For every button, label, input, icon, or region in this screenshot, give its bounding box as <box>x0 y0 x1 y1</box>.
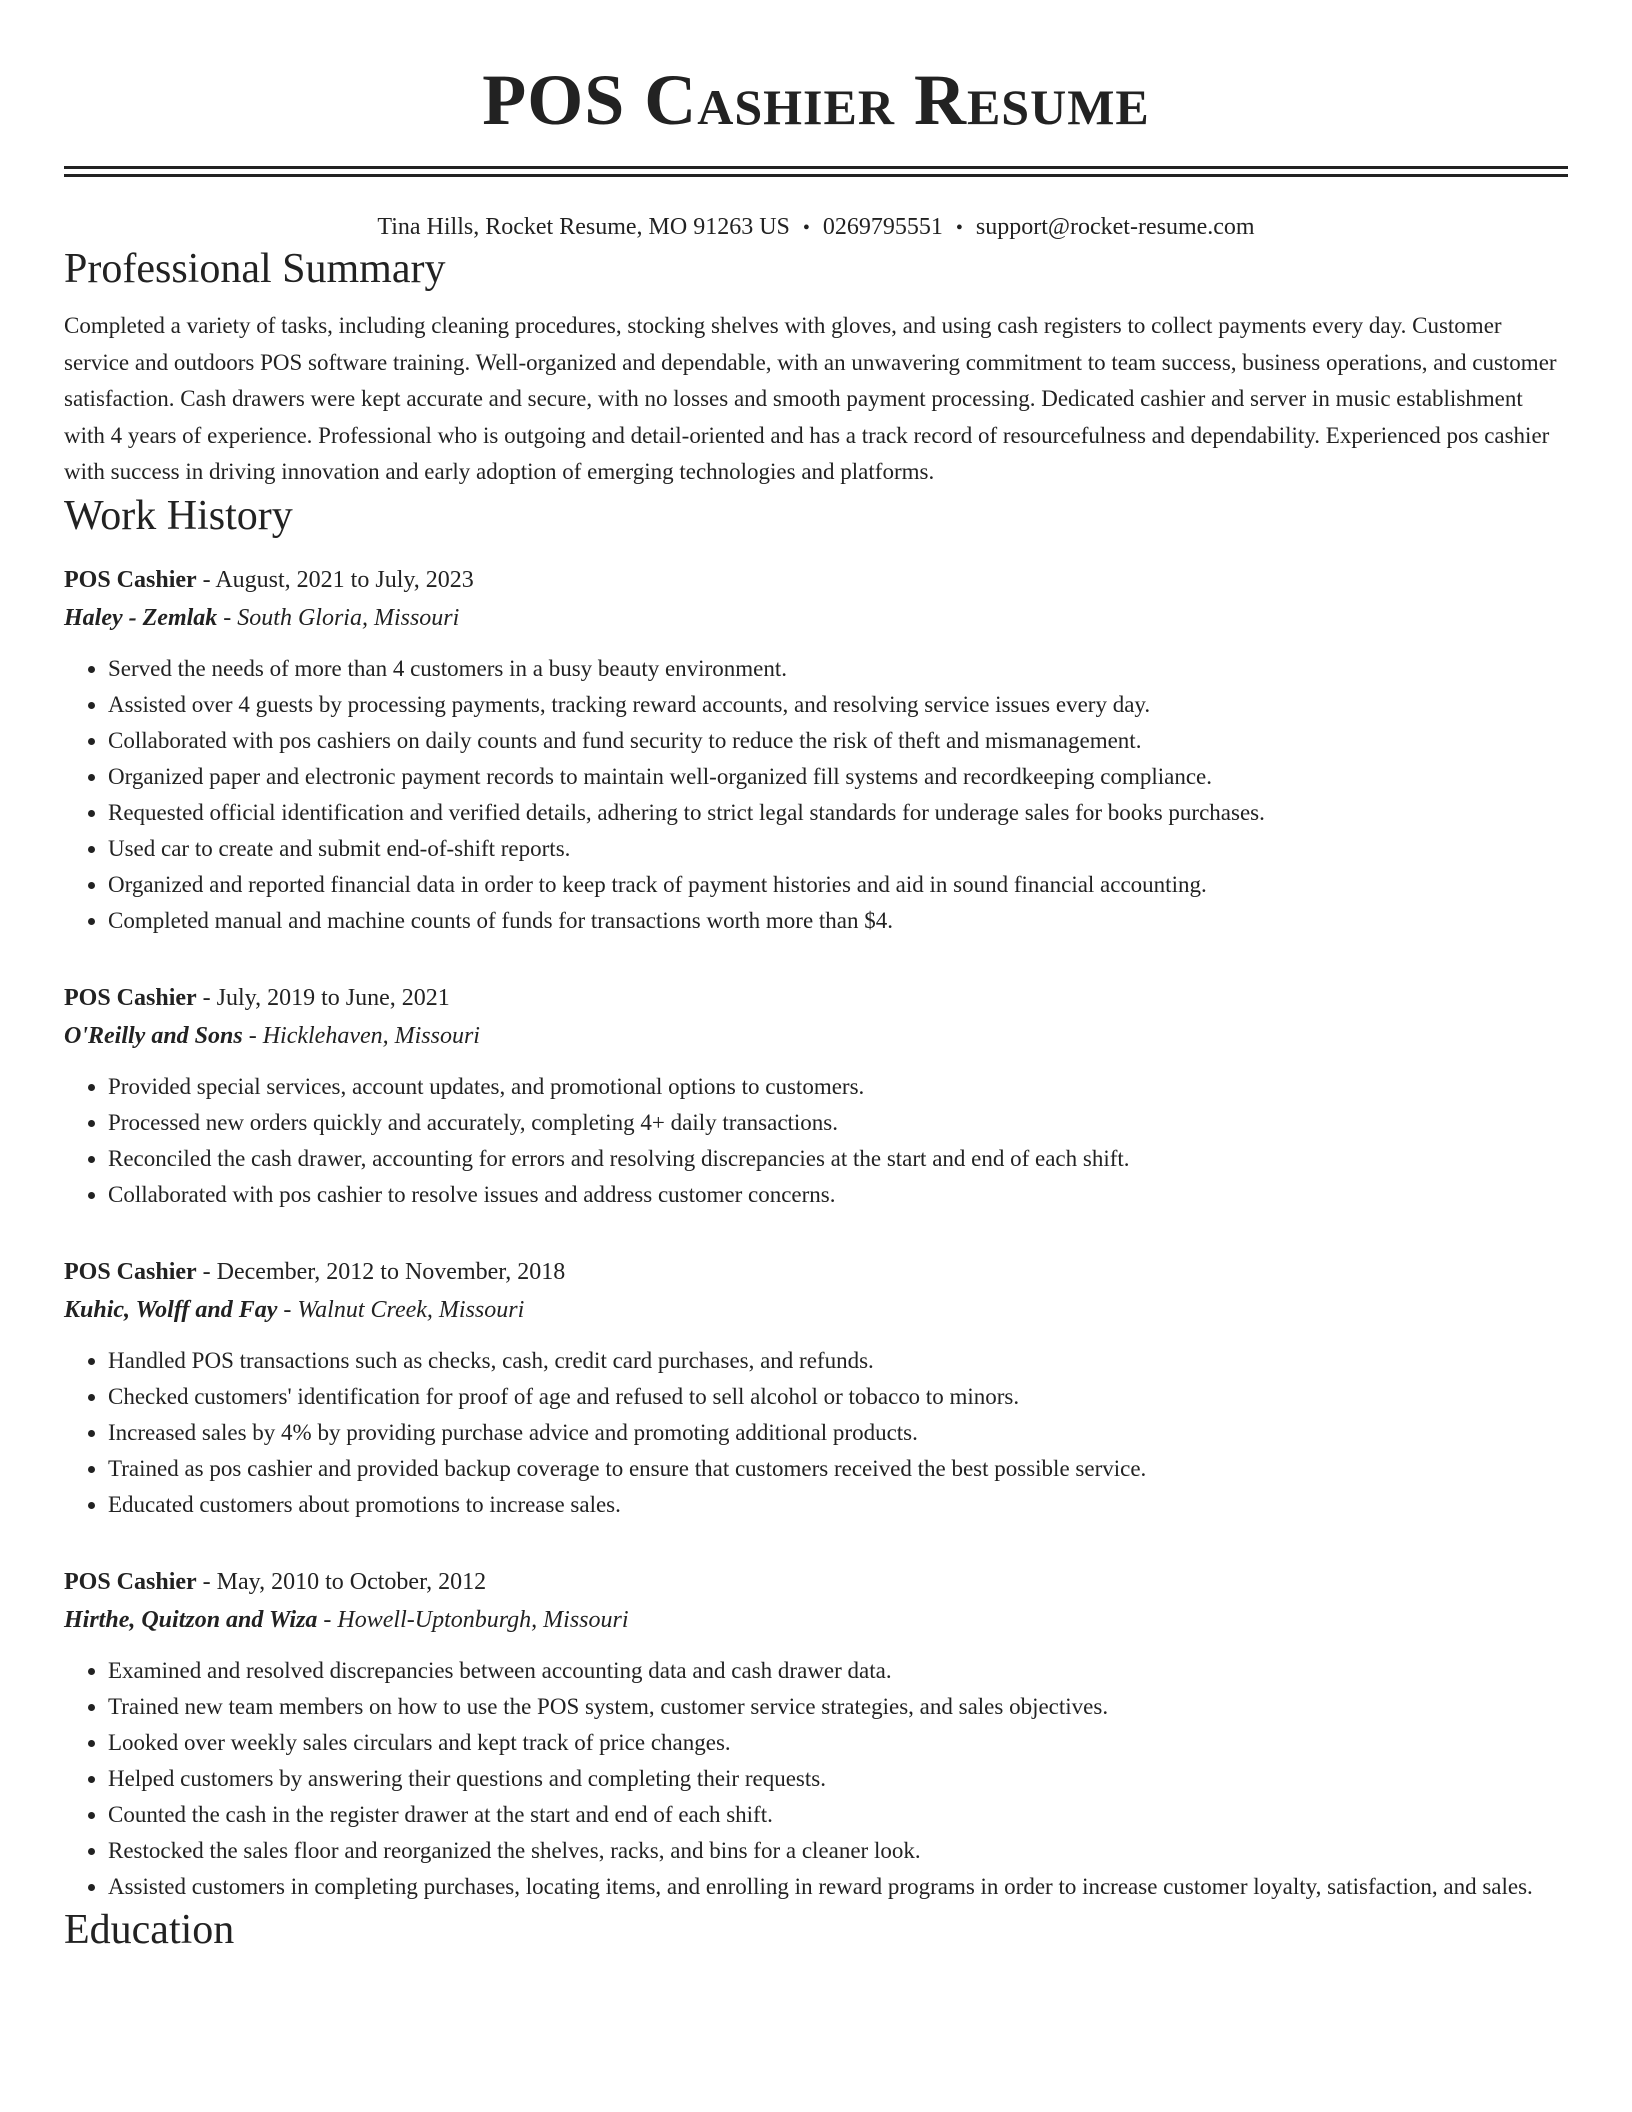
duty-item: • Collaborated with pos cashier to resolve issues and address customer concerns. <box>108 1177 1568 1213</box>
job-entry <box>64 561 1568 939</box>
job-entry <box>64 1563 1568 1905</box>
job-duties-list <box>64 1653 1568 1905</box>
job-title-line <box>64 561 1568 599</box>
job-entry <box>64 1253 1568 1523</box>
job-duties-list <box>64 651 1568 939</box>
contact-phone: 0269795551 <box>822 214 943 240</box>
job-title-line <box>64 979 1568 1017</box>
contact-address: Tina Hills, Rocket Resume, MO 91263 US <box>377 214 790 240</box>
duty-item: • Completed manual and machine counts of funds for transactions worth more than $4. <box>108 903 1568 939</box>
duty-item: • Educated customers about promotions to increase sales. <box>108 1487 1568 1523</box>
duty-item: • Restocked the sales floor and reorganized the shelves, racks, and bins for a cleaner look. <box>108 1833 1568 1869</box>
job-title-line <box>64 1253 1568 1291</box>
job-company-line <box>64 1017 1568 1055</box>
job-location: - Hicklehaven, Missouri <box>242 1022 480 1049</box>
job-location: - Howell-Uptonburgh, Missouri <box>317 1606 629 1633</box>
job-company-line <box>64 1291 1568 1329</box>
summary-heading: Professional Summary <box>64 246 446 292</box>
duty-item: • Processed new orders quickly and accurately, completing 4+ daily transactions. <box>108 1105 1568 1141</box>
duty-item: • Assisted customers in completing purchases, locating items, and enrolling in reward programs in order to increase customer loyalty, satisfaction, and sales. <box>108 1869 1568 1905</box>
job-location: - South Gloria, Missouri <box>217 604 460 631</box>
duty-item: • Assisted over 4 guests by processing payments, tracking reward accounts, and resolving service issues every day. <box>108 687 1568 723</box>
job-company-line <box>64 599 1568 637</box>
job-company: O'Reilly and Sons <box>64 1022 243 1049</box>
job-company: Haley - Zemlak <box>64 604 218 631</box>
resume-page <box>64 0 1568 1955</box>
duty-item: • Trained as pos cashier and provided backup coverage to ensure that customers received the best possible service. <box>108 1451 1568 1487</box>
duty-item: • Served the needs of more than 4 customers in a busy beauty environment. <box>108 651 1568 687</box>
duty-item: • Organized and reported financial data in order to keep track of payment histories and aid in sound financial accounting. <box>108 867 1568 903</box>
duty-item: • Handled POS transactions such as checks, cash, credit card purchases, and refunds. <box>108 1343 1568 1379</box>
education-heading: Education <box>64 1906 235 1953</box>
job-dates: - December, 2012 to November, 2018 <box>196 1258 566 1285</box>
bullet-separator: • <box>955 217 963 239</box>
duty-item: • Organized paper and electronic payment records to maintain well-organized fill systems and recordkeeping compliance. <box>108 759 1568 795</box>
duty-item: • Looked over weekly sales circulars and kept track of price changes. <box>108 1725 1568 1761</box>
job-company: Kuhic, Wolff and Fay <box>64 1296 278 1323</box>
contact-email: support@rocket-resume.com <box>975 214 1255 240</box>
job-dates: - July, 2019 to June, 2021 <box>196 984 450 1011</box>
job-dates: - May, 2010 to October, 2012 <box>196 1568 487 1595</box>
job-title: POS Cashier <box>64 1258 197 1285</box>
job-duties-list <box>64 1343 1568 1523</box>
duty-item: • Provided special services, account updates, and promotional options to customers. <box>108 1069 1568 1105</box>
job-company-line <box>64 1601 1568 1639</box>
job-title: POS Cashier <box>64 1568 197 1595</box>
duty-item: • Collaborated with pos cashiers on daily counts and fund security to reduce the risk of theft and mismanagement. <box>108 723 1568 759</box>
duty-item: • Reconciled the cash drawer, accounting for errors and resolving discrepancies at the start and end of each shift. <box>108 1141 1568 1177</box>
job-title: POS Cashier <box>64 984 197 1011</box>
duty-item: • Used car to create and submit end-of-shift reports. <box>108 831 1568 867</box>
job-location: - Walnut Creek, Missouri <box>277 1296 525 1323</box>
duty-item: • Helped customers by answering their questions and completing their requests. <box>108 1761 1568 1797</box>
contact-line <box>64 211 1568 244</box>
work-history-heading: Work History <box>64 492 293 539</box>
bullet-separator: • <box>802 217 810 239</box>
job-entry <box>64 979 1568 1213</box>
job-dates: - August, 2021 to July, 2023 <box>196 566 474 593</box>
duty-item: • Requested official identification and verified details, adhering to strict legal standards for underage sales for books purchases. <box>108 795 1568 831</box>
duty-item: • Trained new team members on how to use the POS system, customer service strategies, and sales objectives. <box>108 1689 1568 1725</box>
job-duties-list <box>64 1069 1568 1213</box>
duty-item: • Examined and resolved discrepancies between accounting data and cash drawer data. <box>108 1653 1568 1689</box>
resume-title: POS Cashier Resume <box>482 60 1150 140</box>
duty-item: • Checked customers' identification for proof of age and refused to sell alcohol or tobacco to minors. <box>108 1379 1568 1415</box>
summary-text: Completed a variety of tasks, including cleaning procedures, stocking shelves with gloves, and using cash registers to collect payments every day. Customer service and outdoors POS software training. Well-organized and dependable, with an unwavering commitment to team success, business operations, and customer satisfaction. Cash drawers were kept accurate and secure, with no losses and smooth payment processing. Dedicated cashier and server in music establishment with 4 years of experience. Professional who is outgoing and detail-oriented and has a track record of resourcefulness and dependability. Experienced pos cashier with success in driving innovation and early adoption of emerging technologies and platforms. <box>64 313 1557 484</box>
job-title: POS Cashier <box>64 566 197 593</box>
duty-item: • Counted the cash in the register drawer at the start and end of each shift. <box>108 1797 1568 1833</box>
job-company: Hirthe, Quitzon and Wiza <box>64 1606 318 1633</box>
work-history-list <box>64 561 1568 1905</box>
job-title-line <box>64 1563 1568 1601</box>
duty-item: • Increased sales by 4% by providing purchase advice and promoting additional products. <box>108 1415 1568 1451</box>
title-divider <box>64 166 1568 177</box>
